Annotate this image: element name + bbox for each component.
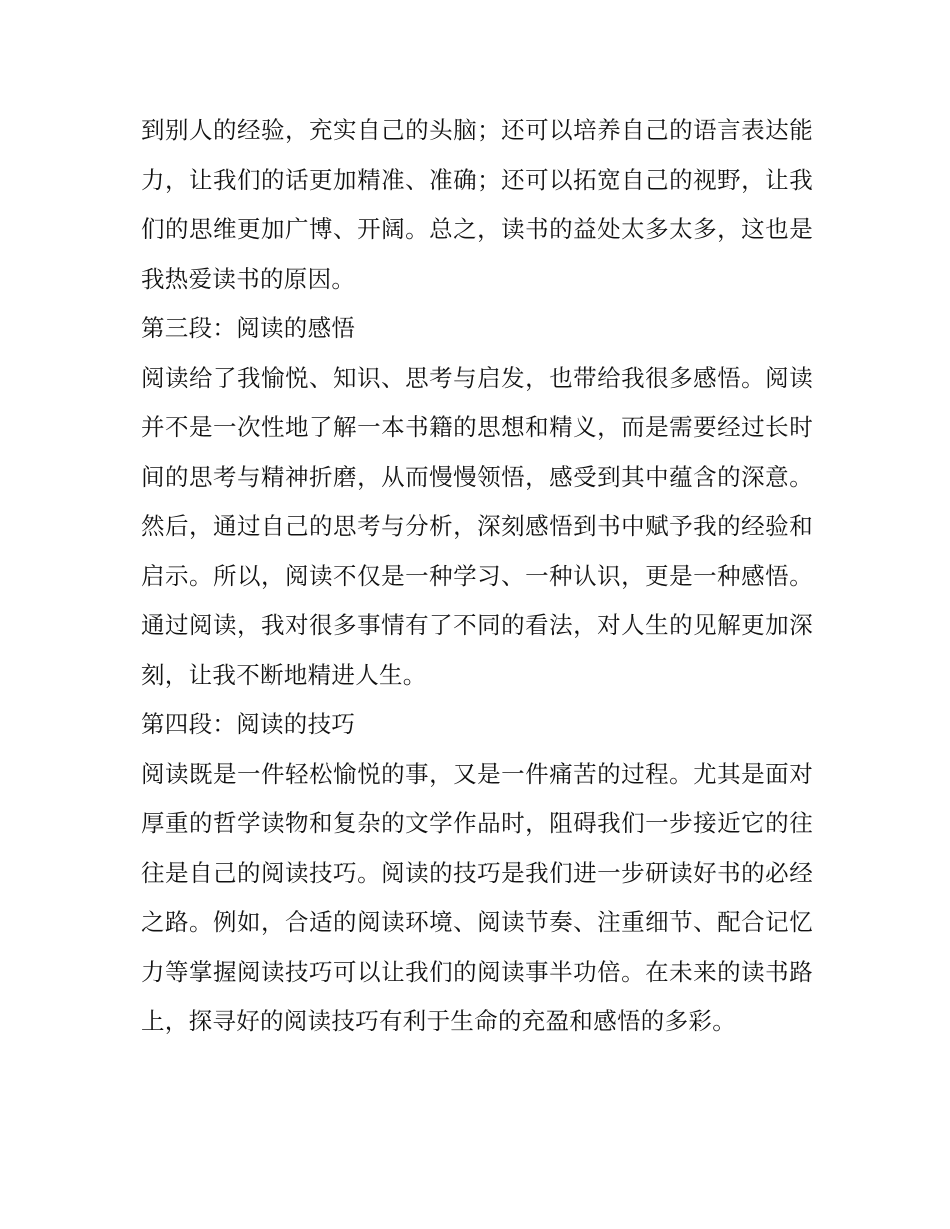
paragraph-reading-skills: 阅读既是一件轻松愉悦的事，又是一件痛苦的过程。尤其是面对厚重的哲学读物和复杂的文学作品时，阻碍我们一步接近它的往往是自己的阅读技巧。阅读的技巧是我们进一步研读好书的必经之路。例如，合适的阅读环境、阅读节奏、注重细节、配合记忆力等掌握阅读技巧可以让我们的阅读事半功倍。在未来的读书路上，探寻好的阅读技巧有利于生命的充盈和感悟的多彩。 bbox=[141, 759, 813, 1035]
paragraph-reading-benefits: 到别人的经验，充实自己的头脑；还可以培养自己的语言表达能力，让我们的话更加精准、准确；还可以拓宽自己的视野，让我们的思维更加广博、开阔。总之，读书的益处太多太多，这也是我热爱读书的原因。 bbox=[141, 116, 813, 293]
document-body bbox=[141, 106, 813, 1047]
section-heading-4: 第四段：阅读的技巧 bbox=[141, 710, 356, 738]
section-heading-3: 第三段：阅读的感悟 bbox=[141, 314, 356, 342]
paragraph-reading-insights: 阅读给了我愉悦、知识、思考与启发，也带给我很多感悟。阅读并不是一次性地了解一本书籍的思想和精义，而是需要经过长时间的思考与精神折磨，从而慢慢领悟，感受到其中蕴含的深意。然后，通过自己的思考与分析，深刻感悟到书中赋予我的经验和启示。所以，阅读不仅是一种学习、一种认识，更是一种感悟。通过阅读，我对很多事情有了不同的看法，对人生的见解更加深刻，让我不断地精进人生。 bbox=[141, 363, 813, 689]
